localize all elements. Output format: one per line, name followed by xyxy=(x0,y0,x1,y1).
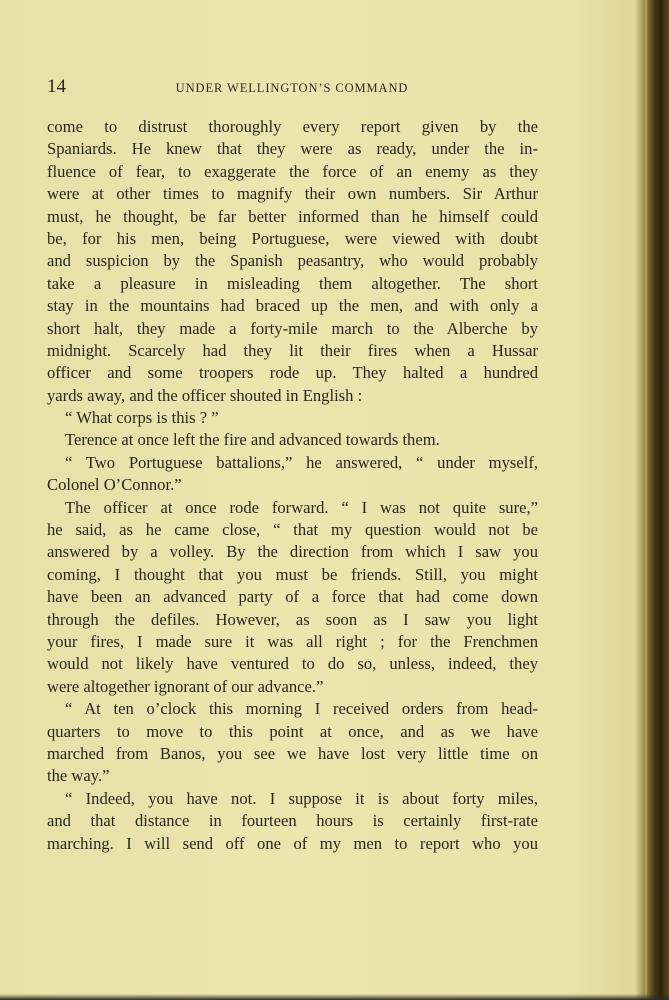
page-edge-shadow xyxy=(635,0,669,1000)
text-line: marched from Banos, you see we have lost very little time on xyxy=(47,743,538,763)
text-line: The officer at once rode forward. “ I was not quite sure,” xyxy=(65,497,538,517)
text-line: coming, I thought that you must be friends. Still, you might xyxy=(47,564,538,584)
text-line: take a pleasure in misleading them altogether. The short xyxy=(47,273,538,293)
page-bottom-edge xyxy=(0,994,669,1000)
text-line: “ What corps is this ? ” xyxy=(65,408,219,428)
text-line: answered by a volley. By the direction from which I saw you xyxy=(47,542,538,562)
text-line: and suspicion by the Spanish peasantry, who would probably xyxy=(47,251,538,271)
page-edge-line xyxy=(645,0,647,1000)
text-line: officer and some troopers rode up. They halted a hundred xyxy=(47,363,538,383)
text-line: Spaniards. He knew that they were as ready, under the in- xyxy=(47,139,538,159)
text-line: midnight. Scarcely had they lit their fires when a Hussar xyxy=(47,340,538,360)
text-line: Terence at once left the fire and advanced towards them. xyxy=(65,430,440,450)
body-text xyxy=(47,116,538,855)
text-line: have been an advanced party of a force that had come down xyxy=(47,587,538,607)
text-line: stay in the mountains had braced up the men, and with only a xyxy=(47,296,538,316)
page-number: 14 xyxy=(47,76,66,97)
text-line: must, he thought, be far better informed than he himself could xyxy=(47,206,538,226)
text-line: were at other times to magnify their own numbers. Sir Arthur xyxy=(47,184,538,204)
text-line: short halt, they made a forty-mile march to the Alberche by xyxy=(47,318,538,338)
text-line: “ At ten o’clock this morning I received orders from head- xyxy=(65,699,538,719)
text-line: marching. I will send off one of my men to report who you xyxy=(47,833,538,853)
text-line: be, for his men, being Portuguese, were viewed with doubt xyxy=(47,228,538,248)
text-line: “ Two Portuguese battalions,” he answered, “ under myself, xyxy=(65,452,538,472)
text-line: come to distrust thoroughly every report given by the xyxy=(47,117,538,136)
text-line: yards away, and the officer shouted in English : xyxy=(47,385,363,405)
text-line: “ Indeed, you have not. I suppose it is about forty miles, xyxy=(65,788,538,808)
text-line: he said, as he came close, “ that my question would not be xyxy=(47,520,538,540)
text-line: were altogether ignorant of our advance.” xyxy=(47,676,324,696)
text-line: and that distance in fourteen hours is certainly first-rate xyxy=(47,811,538,831)
text-line: fluence of fear, to exaggerate the force of an enemy as they xyxy=(47,161,538,181)
text-line: Colonel O’Connor.” xyxy=(47,475,182,495)
text-line: quarters to move to this point at once, and as we have xyxy=(47,721,538,741)
page-header xyxy=(47,76,537,102)
text-line: your fires, I made sure it was all right ; for the Frenchmen xyxy=(47,631,538,651)
text-line: the way.” xyxy=(47,766,110,786)
text-line: would not likely have ventured to do so, unless, indeed, they xyxy=(47,654,538,674)
running-head: UNDER WELLINGTON’S COMMAND xyxy=(175,81,409,95)
text-line: through the defiles. However, as soon as I saw you light xyxy=(47,609,538,629)
